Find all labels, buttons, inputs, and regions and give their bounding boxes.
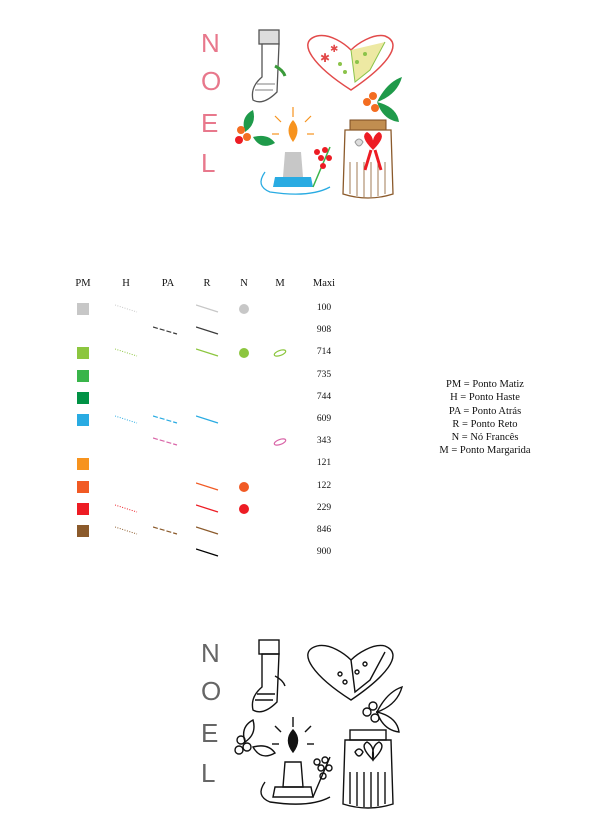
satin-stitch-swatch bbox=[77, 503, 89, 515]
title-letter-l: L bbox=[201, 148, 216, 178]
straight-stitch-mark bbox=[196, 413, 236, 427]
holly-leaves-icon bbox=[235, 720, 275, 756]
lazy-daisy-mark bbox=[272, 437, 288, 447]
straight-stitch-mark bbox=[196, 324, 236, 338]
backstitch-mark bbox=[153, 524, 193, 538]
satin-stitch-swatch bbox=[77, 481, 89, 493]
straight-stitch-mark bbox=[196, 546, 236, 560]
french-knot-mark bbox=[239, 504, 249, 514]
satin-stitch-swatch bbox=[77, 414, 89, 426]
jar-icon bbox=[343, 120, 393, 198]
title-letter-o: O bbox=[201, 66, 222, 96]
holly-leaves-icon bbox=[235, 110, 275, 146]
stitch-legend bbox=[420, 378, 550, 458]
stocking-icon bbox=[252, 30, 285, 102]
backstitch-mark bbox=[153, 324, 193, 338]
holly-leaves-icon bbox=[363, 77, 402, 122]
col-header-n: N bbox=[240, 278, 248, 289]
title-letter-n: N bbox=[201, 638, 220, 668]
maxi-thread-code: 744 bbox=[316, 391, 332, 402]
satin-stitch-swatch bbox=[77, 370, 89, 382]
legend-item: PM = Ponto Matiz bbox=[446, 379, 524, 390]
col-header-maxi: Maxi bbox=[312, 278, 336, 289]
title-letter-e: E bbox=[201, 108, 219, 138]
noel-line-art-pattern bbox=[195, 632, 420, 812]
svg-text:✱: ✱ bbox=[330, 44, 339, 55]
stem-stitch-mark bbox=[115, 502, 155, 516]
col-header-pa: PA bbox=[161, 278, 175, 289]
stem-stitch-mark bbox=[115, 346, 155, 360]
col-header-r: R bbox=[203, 278, 211, 289]
straight-stitch-mark bbox=[196, 346, 236, 360]
title-letter-l: L bbox=[201, 758, 216, 788]
col-header-m: M bbox=[275, 278, 285, 289]
holly-leaves-icon bbox=[363, 687, 402, 732]
legend-item: PA = Ponto Atrás bbox=[448, 405, 522, 417]
stem-stitch-mark bbox=[115, 413, 155, 427]
french-knot-mark bbox=[239, 304, 249, 314]
heart-icon bbox=[308, 645, 393, 700]
legend-item: N = Nó Francês bbox=[451, 432, 519, 444]
legend-item: H = Ponto Haste bbox=[450, 392, 520, 404]
maxi-thread-code: 229 bbox=[316, 502, 332, 513]
french-knot-mark bbox=[239, 482, 249, 492]
jar-icon bbox=[343, 730, 393, 808]
maxi-thread-code: 609 bbox=[316, 414, 332, 424]
title-letter-n: N bbox=[201, 28, 220, 58]
satin-stitch-swatch bbox=[77, 525, 89, 537]
title-letter-e: E bbox=[201, 718, 219, 748]
col-header-pm: PM bbox=[75, 278, 91, 289]
title-letter-o: O bbox=[201, 676, 222, 706]
maxi-thread-code: 122 bbox=[316, 480, 332, 491]
candle-icon bbox=[261, 107, 330, 194]
stem-stitch-mark bbox=[115, 524, 155, 538]
heart-icon bbox=[308, 35, 393, 90]
maxi-thread-code: 714 bbox=[316, 347, 332, 358]
stocking-icon bbox=[252, 640, 285, 712]
maxi-thread-code: 100 bbox=[316, 303, 332, 313]
straight-stitch-mark bbox=[196, 480, 236, 494]
berries-icon bbox=[313, 757, 332, 797]
satin-stitch-swatch bbox=[77, 458, 89, 470]
satin-stitch-swatch bbox=[77, 303, 89, 315]
maxi-thread-code: 735 bbox=[316, 369, 332, 380]
french-knot-mark bbox=[239, 348, 249, 358]
stem-stitch-mark bbox=[115, 302, 155, 316]
maxi-thread-code: 908 bbox=[316, 325, 332, 336]
legend-item: M = Ponto Margarida bbox=[439, 445, 531, 457]
straight-stitch-mark bbox=[196, 302, 236, 316]
maxi-thread-code: 121 bbox=[316, 458, 332, 469]
straight-stitch-mark bbox=[196, 502, 236, 516]
legend-item: R = Ponto Reto bbox=[452, 418, 518, 430]
satin-stitch-swatch bbox=[77, 347, 89, 359]
svg-text:✱: ✱ bbox=[320, 51, 331, 65]
lazy-daisy-mark bbox=[272, 348, 288, 358]
maxi-thread-code: 846 bbox=[316, 525, 332, 535]
berries-icon bbox=[313, 147, 332, 187]
backstitch-mark bbox=[153, 413, 193, 427]
col-header-h: H bbox=[122, 278, 130, 289]
straight-stitch-mark bbox=[196, 524, 236, 538]
maxi-thread-code: 900 bbox=[316, 547, 332, 558]
noel-vertical-title bbox=[201, 638, 221, 788]
maxi-thread-code: 343 bbox=[316, 436, 332, 447]
noel-vertical-title bbox=[201, 28, 221, 178]
backstitch-mark bbox=[153, 435, 193, 449]
satin-stitch-swatch bbox=[77, 392, 89, 404]
noel-colored-illustration bbox=[195, 22, 420, 202]
